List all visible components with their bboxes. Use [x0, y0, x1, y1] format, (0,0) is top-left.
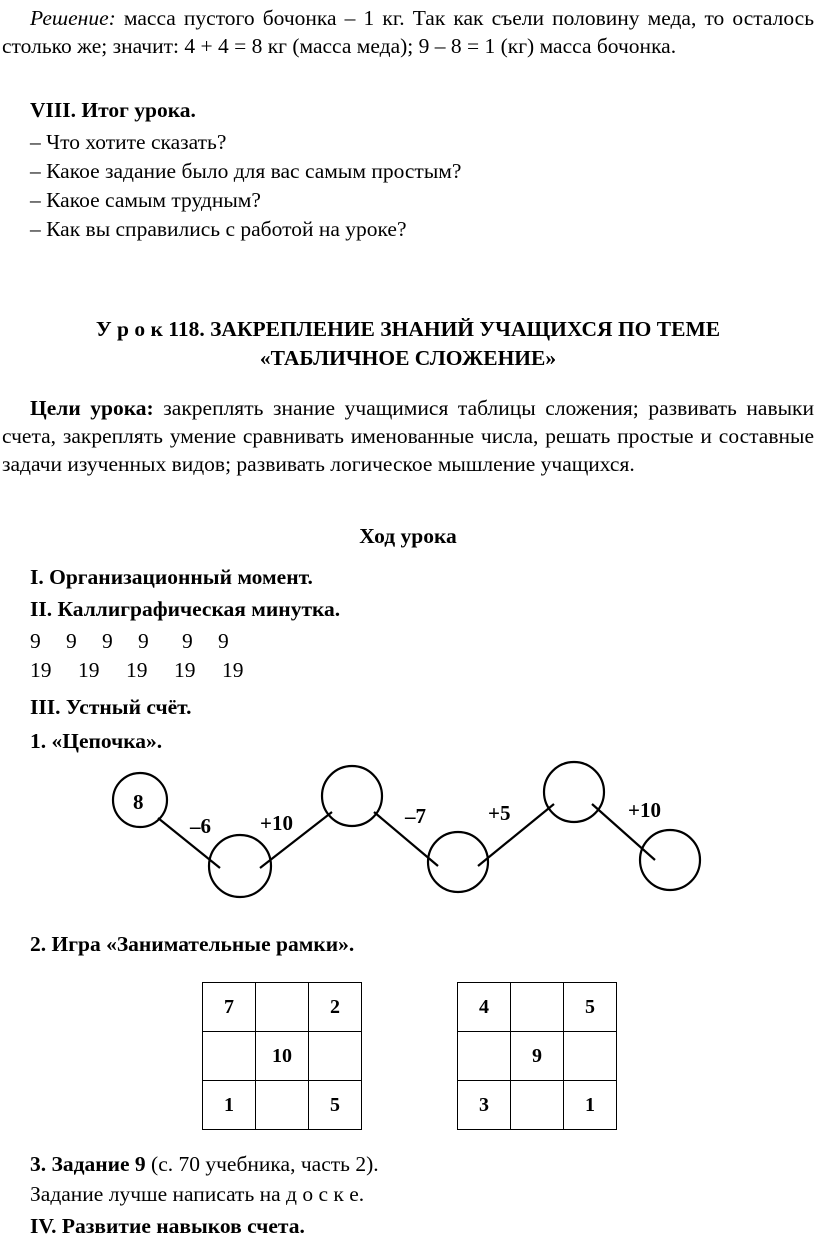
lesson-prefix: У р о к — [95, 317, 163, 341]
frame-cell: 10 — [256, 1032, 309, 1081]
chain-title: 1. «Цепочка». — [30, 729, 163, 753]
frame-cell: 9 — [511, 1032, 564, 1081]
calligraphy-row-1 — [30, 627, 229, 655]
digit: 9 — [102, 629, 113, 653]
chain-start-value: 8 — [133, 790, 144, 814]
course-title: Ход урока — [359, 524, 457, 548]
chain-answer-circle — [544, 762, 604, 822]
frame-cell: 3 — [458, 1081, 511, 1130]
frame-cell: 4 — [458, 983, 511, 1032]
goals-label: Цели урока: — [30, 396, 154, 420]
frame-cell — [309, 1032, 362, 1081]
chain-op: –6 — [190, 814, 211, 838]
question-2: – Какое задание было для вас самым простым? — [30, 159, 462, 183]
chain-answer-circle — [428, 832, 488, 892]
frame-cell — [564, 1032, 617, 1081]
task-9-label: 3. Задание 9 — [30, 1152, 146, 1176]
number: 19 — [174, 658, 196, 682]
lesson-title-line1 — [0, 315, 816, 343]
calligraphy-row-2 — [30, 656, 244, 684]
section-viii-title: VIII. Итог урока. — [30, 98, 196, 122]
digit: 9 — [182, 629, 193, 653]
solution-text: масса пустого бочонка – 1 кг. Так как съели половину меда, то осталось столько же; значит: 4 + 4 = 8 кг (масса меда); 9 – 8 = 1 (кг) масса бочонка. — [2, 6, 814, 58]
number: 19 — [78, 658, 100, 682]
digit: 9 — [30, 629, 41, 653]
task-9-line — [30, 1150, 379, 1178]
frame-cell: 5 — [309, 1081, 362, 1130]
number: 19 — [222, 658, 244, 682]
frame-cell: 7 — [203, 983, 256, 1032]
solution-paragraph — [2, 4, 814, 60]
number-chain-diagram — [0, 760, 816, 900]
number-frame-2 — [457, 982, 617, 1130]
task-9-note: Задание лучше написать на д о с к е. — [30, 1182, 365, 1206]
chain-op: +5 — [488, 801, 511, 825]
stage-2-title: II. Каллиграфическая минутка. — [30, 597, 341, 621]
solution-label: Решение: — [30, 6, 116, 30]
frame-cell: 2 — [309, 983, 362, 1032]
number-frame-1 — [202, 982, 362, 1130]
chain-op: –7 — [405, 804, 426, 828]
stage-3-title: III. Устный счёт. — [30, 695, 192, 719]
digit: 9 — [138, 629, 149, 653]
question-4: – Как вы справились с работой на уроке? — [30, 217, 407, 241]
digit: 9 — [218, 629, 229, 653]
stage-1-title: I. Организационный момент. — [30, 565, 313, 589]
goals-paragraph — [2, 394, 814, 478]
frame-cell — [458, 1032, 511, 1081]
chain-answer-circle — [640, 830, 700, 890]
frame-cell — [203, 1032, 256, 1081]
question-3: – Какое самым трудным? — [30, 188, 261, 212]
frame-cell: 1 — [203, 1081, 256, 1130]
frame-cell: 5 — [564, 983, 617, 1032]
lesson-title: 118. ЗАКРЕПЛЕНИЕ ЗНАНИЙ УЧАЩИХСЯ ПО ТЕМЕ — [162, 317, 721, 341]
frame-cell — [511, 983, 564, 1032]
task-9-ref: (с. 70 учебника, часть 2). — [145, 1152, 379, 1176]
frame-cell: 1 — [564, 1081, 617, 1130]
digit: 9 — [66, 629, 77, 653]
chain-op: +10 — [260, 811, 293, 835]
game-title: 2. Игра «Занимательные рамки». — [30, 932, 355, 956]
frame-cell — [511, 1081, 564, 1130]
number: 19 — [126, 658, 148, 682]
frame-cell — [256, 1081, 309, 1130]
number: 19 — [30, 658, 52, 682]
question-1: – Что хотите сказать? — [30, 130, 227, 154]
stage-4-title: IV. Развитие навыков счета. — [30, 1214, 305, 1238]
chain-answer-circle — [322, 766, 382, 826]
goals-text: закреплять знание учащимися таблицы сложения; развивать навыки счета, закреплять умение сравнивать именованные числа, решать простые и составные задачи изученных видов; развивать логическое мышление учащихся. — [2, 396, 814, 476]
frame-cell — [256, 983, 309, 1032]
lesson-title-line2: «ТАБЛИЧНОЕ СЛОЖЕНИЕ» — [259, 346, 557, 370]
chain-op: +10 — [628, 798, 661, 822]
